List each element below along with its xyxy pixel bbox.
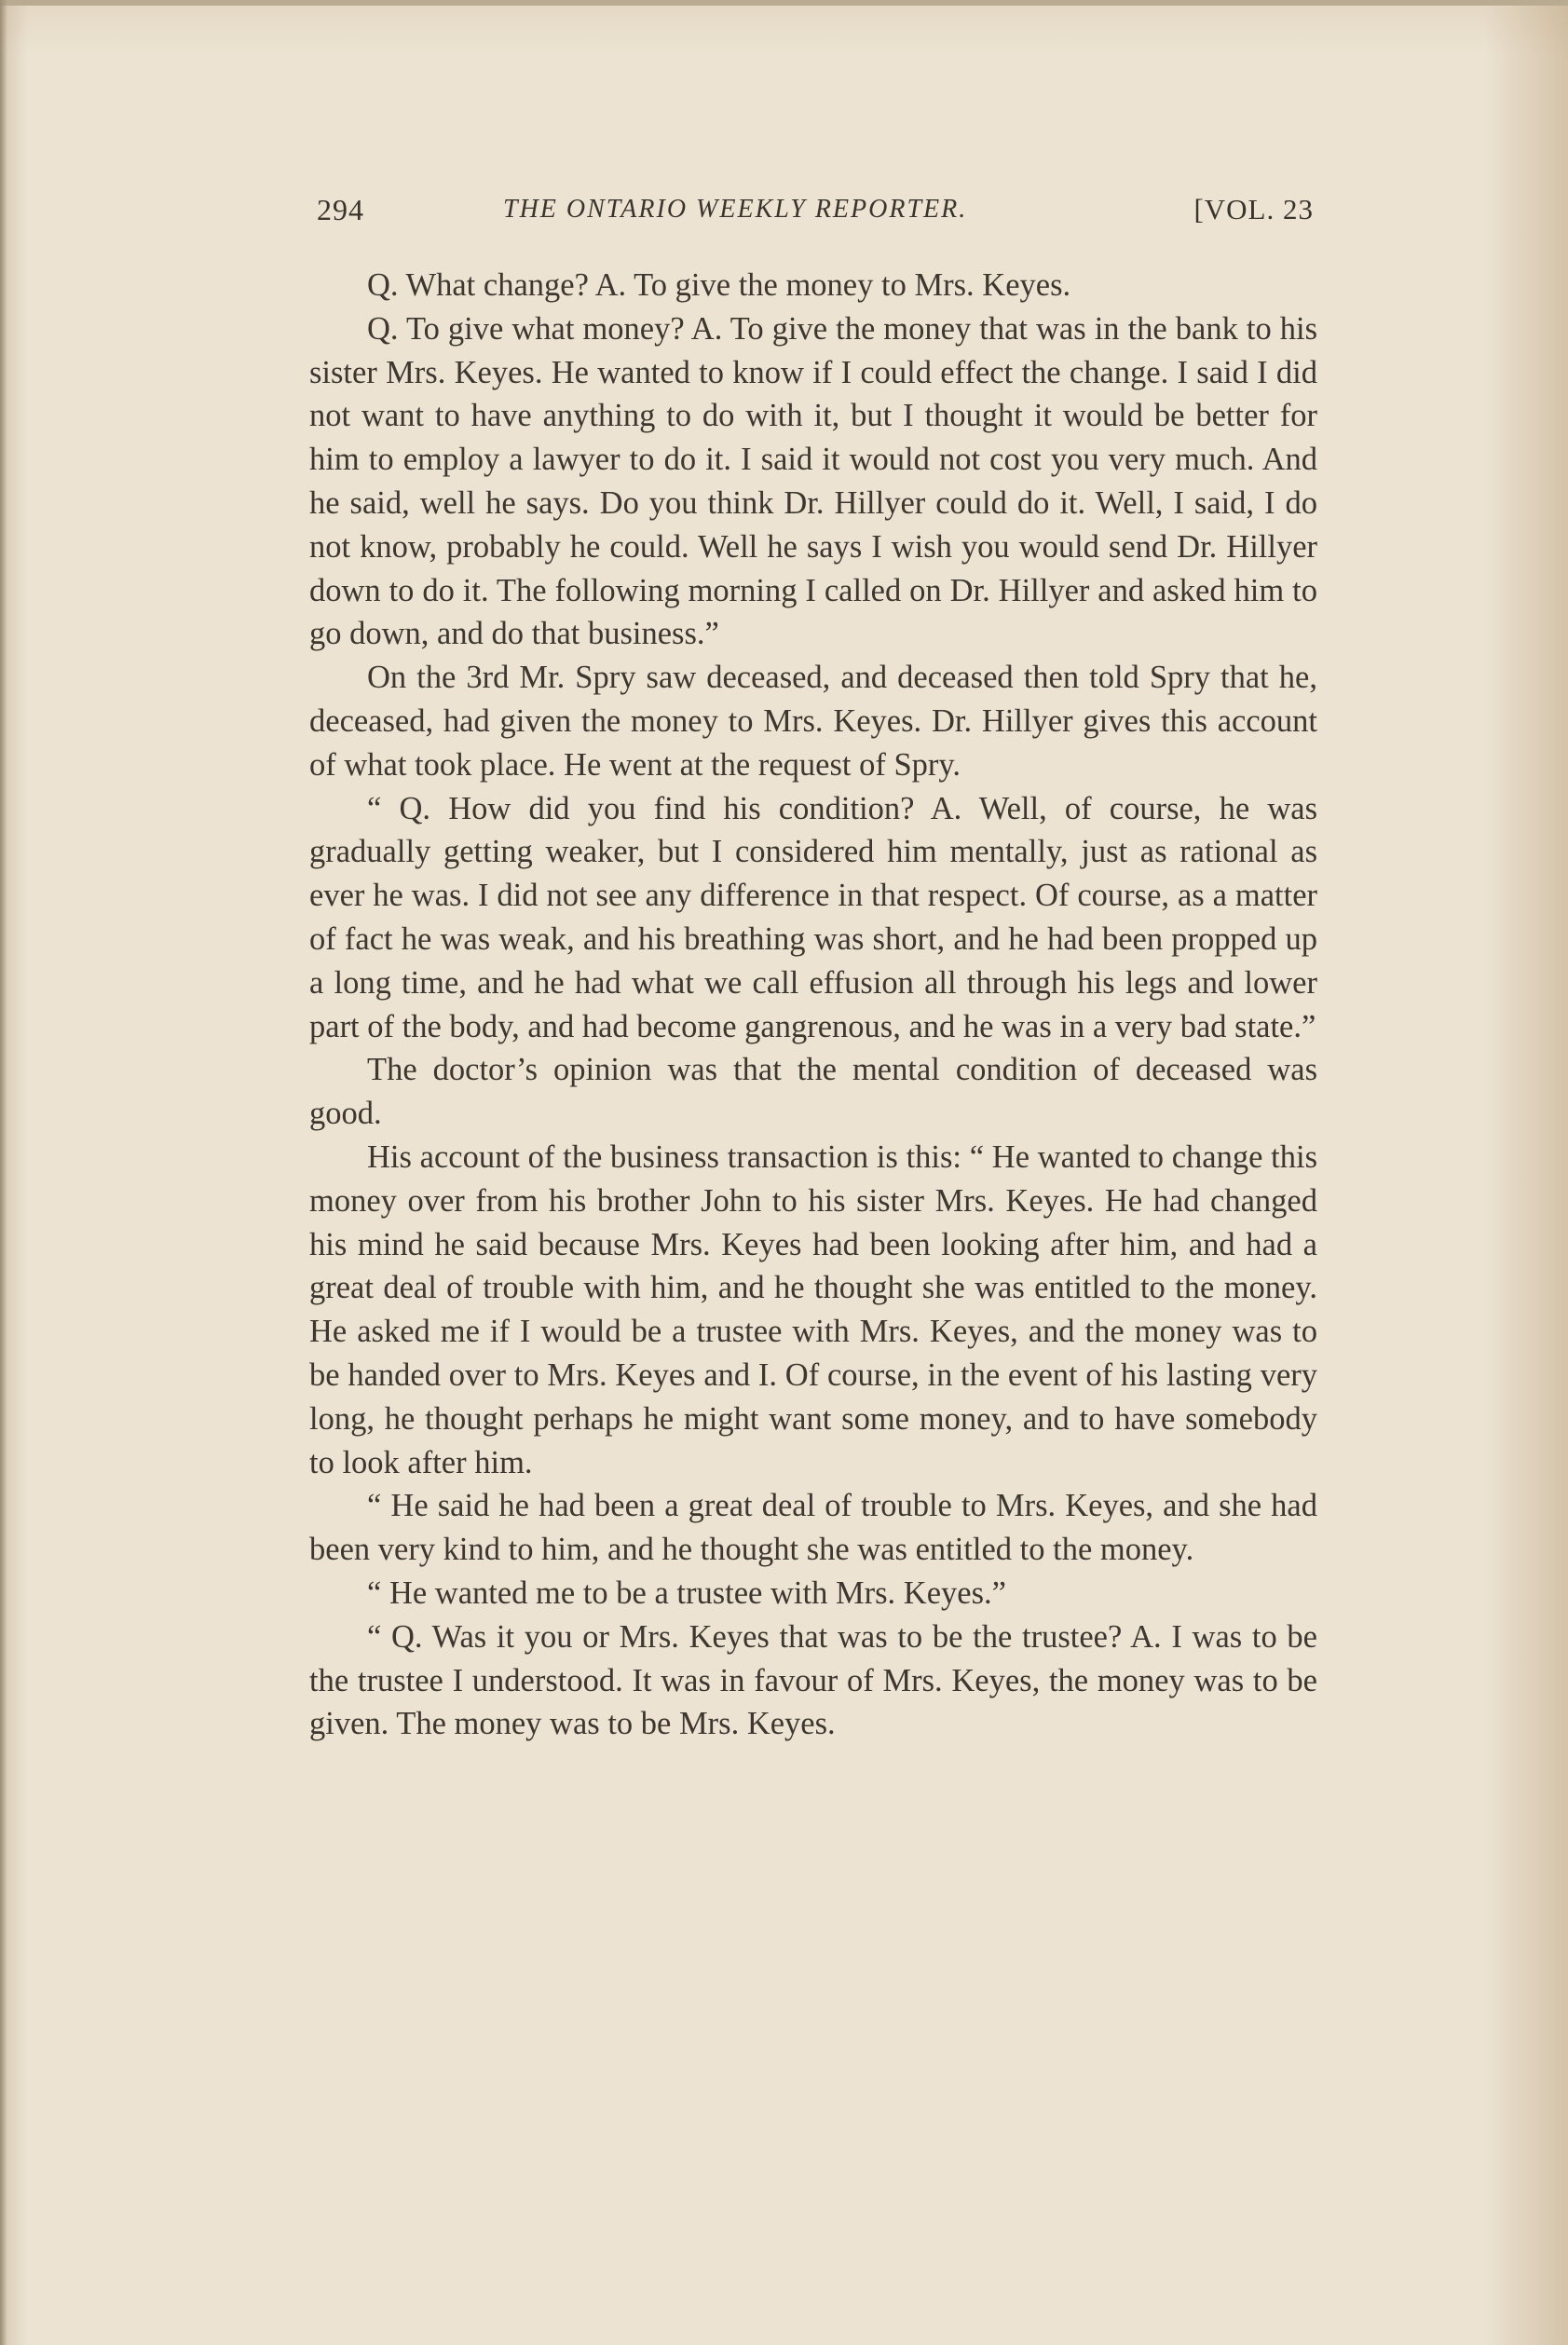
running-title: THE ONTARIO WEEKLY REPORTER.	[503, 195, 968, 224]
page-binding-edge	[0, 0, 7, 2345]
paragraph: “ Q. Was it you or Mrs. Keyes that was to be the trustee? A. I was to be the trustee I understood. It was in favour of Mrs. Keyes, the money was to be given. The money was to be Mrs. Keyes.	[309, 1618, 1317, 1742]
paragraph: His account of the business transaction is this: “ He wanted to change this money over from his brother John to his sister Mrs. Keyes. He had changed his mind he said because Mrs. Keyes had been looking after him, and had a great deal of trouble with him, and he thought she was entitled to the money. He asked me if I would be a trustee with Mrs. Keyes, and the money was to be handed over to Mrs. Keyes and I. Of course, in the event of his lasting very long, he thought perhaps he might want some money, and to have somebody to look after him.	[309, 1138, 1317, 1480]
running-header	[317, 191, 1314, 236]
paragraph: The doctor’s opinion was that the mental condition of deceased was good.	[309, 1052, 1317, 1132]
body-text	[309, 264, 1317, 1746]
paragraph: “ Q. How did you find his condition? A. Well, of course, he was gradually getting weaker, but I considered him mentally, just as rational as ever he was. I did not see any difference in that respect. Of course, as a matter of fact he was weak, and his breathing was short, and he had been propped up a long time, and he had what we call effusion all through his legs and lower part of the body, and had become gangrenous, and he was in a very bad state.”	[309, 790, 1317, 1044]
paragraph: Q. To give what money? A. To give the money that was in the bank to his sister Mrs. Keyes. He wanted to know if I could effect the change. I said I did not want to have anything to do with it, but I thought it would be better for him to employ a lawyer to do it. I said it would not cost you very much. And he said, well he says. Do you think Dr. Hillyer could do it. Well, I said, I do not know, probably he could. Well he says I wish you would send Dr. Hillyer down to do it. The following morning I called on Dr. Hillyer and asked him to go down, and do that business.”	[309, 310, 1317, 652]
paragraph: On the 3rd Mr. Spry saw deceased, and deceased then told Spry that he, deceased, had given the money to Mrs. Keyes. Dr. Hillyer gives this account of what took place. He went at the request of Spry.	[309, 660, 1317, 783]
page-top-edge	[0, 0, 1568, 6]
paragraph: “ He said he had been a great deal of trouble to Mrs. Keyes, and she had been very kind to him, and he thought she was entitled to the money.	[309, 1488, 1317, 1568]
paragraph: Q. What change? A. To give the money to Mrs. Keyes.	[367, 267, 1071, 303]
paragraph: “ He wanted me to be a trustee with Mrs. Keyes.”	[367, 1575, 1006, 1611]
page-number: 294	[317, 193, 364, 226]
volume-label: [VOL. 23	[1193, 193, 1314, 225]
